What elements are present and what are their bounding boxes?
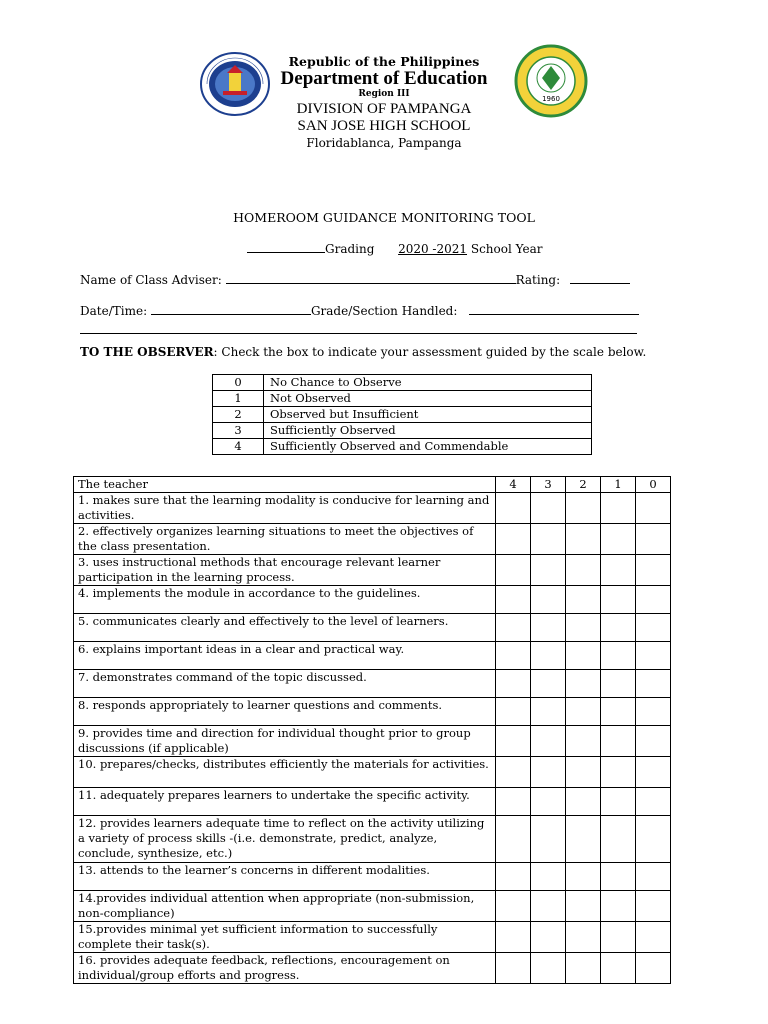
scale-label: No Chance to Observe — [264, 375, 592, 391]
checklist-row — [74, 524, 671, 555]
checklist-item-text: 6. explains important ideas in a clear and practical way. — [74, 642, 496, 670]
rating-checkbox-3[interactable] — [531, 891, 566, 922]
form-title: HOMEROOM GUIDANCE MONITORING TOOL — [233, 210, 535, 225]
grade-section-field[interactable] — [469, 302, 639, 315]
rating-checkbox-0[interactable] — [636, 698, 671, 726]
rating-checkbox-2[interactable] — [566, 586, 601, 614]
checklist-header-label: The teacher — [74, 477, 496, 493]
rating-checkbox-0[interactable] — [636, 922, 671, 953]
rating-label: Rating: — [515, 273, 561, 287]
rating-checkbox-4[interactable] — [496, 757, 531, 788]
rating-checkbox-0[interactable] — [636, 788, 671, 816]
rating-checkbox-2[interactable] — [566, 698, 601, 726]
scale-row — [213, 391, 592, 407]
department-heading: Department of Education — [280, 68, 488, 89]
rating-scale-table — [212, 374, 592, 455]
column-1-header: 1 — [601, 477, 636, 493]
rating-checkbox-3[interactable] — [531, 953, 566, 984]
rating-checkbox-1[interactable] — [601, 788, 636, 816]
rating-checkbox-0[interactable] — [636, 614, 671, 642]
rating-checkbox-4[interactable] — [496, 614, 531, 642]
rating-checkbox-0[interactable] — [636, 863, 671, 891]
rating-checkbox-1[interactable] — [601, 586, 636, 614]
checklist-row — [74, 863, 671, 891]
column-4-header: 4 — [496, 477, 531, 493]
rating-checkbox-3[interactable] — [531, 614, 566, 642]
checklist-item-text: 11. adequately prepares learners to undertake the specific activity. — [74, 788, 496, 816]
scale-row — [213, 423, 592, 439]
rating-checkbox-1[interactable] — [601, 922, 636, 953]
rating-checkbox-4[interactable] — [496, 670, 531, 698]
rating-checkbox-3[interactable] — [531, 524, 566, 555]
checklist-item-text: 9. provides time and direction for individual thought prior to group discussions (if applicable) — [74, 726, 496, 757]
separator-line — [80, 333, 637, 334]
datetime-line — [80, 302, 639, 318]
rating-field[interactable] — [570, 271, 630, 284]
rating-checkbox-4[interactable] — [496, 642, 531, 670]
rating-checkbox-2[interactable] — [566, 555, 601, 586]
rating-checkbox-1[interactable] — [601, 726, 636, 757]
rating-checkbox-2[interactable] — [566, 788, 601, 816]
rating-checkbox-4[interactable] — [496, 726, 531, 757]
rating-checkbox-1[interactable] — [601, 493, 636, 524]
checklist-row — [74, 891, 671, 922]
rating-checkbox-1[interactable] — [601, 555, 636, 586]
rating-checkbox-1[interactable] — [601, 670, 636, 698]
rating-checkbox-0[interactable] — [636, 953, 671, 984]
checklist-item-text: 4. implements the module in accordance to the guidelines. — [74, 586, 496, 614]
checklist-row — [74, 922, 671, 953]
checklist-row — [74, 698, 671, 726]
rating-checkbox-0[interactable] — [636, 726, 671, 757]
rating-checkbox-3[interactable] — [531, 788, 566, 816]
rating-checkbox-1[interactable] — [601, 698, 636, 726]
rating-checkbox-3[interactable] — [531, 922, 566, 953]
rating-checkbox-3[interactable] — [531, 586, 566, 614]
checklist-row — [74, 642, 671, 670]
checklist-item-text: 15.provides minimal yet sufficient information to successfully complete their task(s). — [74, 922, 496, 953]
rating-checkbox-2[interactable] — [566, 614, 601, 642]
checklist-item-text: 16. provides adequate feedback, reflections, encouragement on individual/group efforts and progress. — [74, 953, 496, 984]
checklist-row — [74, 614, 671, 642]
rating-checkbox-4[interactable] — [496, 493, 531, 524]
observer-text: : Check the box to indicate your assessment guided by the scale below. — [213, 345, 647, 359]
rating-checkbox-2[interactable] — [566, 757, 601, 788]
checklist-item-text: 1. makes sure that the learning modality is conducive for learning and activities. — [74, 493, 496, 524]
rating-checkbox-2[interactable] — [566, 922, 601, 953]
checklist-row — [74, 757, 671, 788]
rating-checkbox-3[interactable] — [531, 757, 566, 788]
scale-value: 0 — [213, 375, 264, 391]
scale-row — [213, 375, 592, 391]
checklist-row — [74, 788, 671, 816]
checklist-item-text: 3. uses instructional methods that encourage relevant learner participation in the learning process. — [74, 555, 496, 586]
rating-checkbox-2[interactable] — [566, 891, 601, 922]
scale-value: 2 — [213, 407, 264, 423]
rating-checkbox-3[interactable] — [531, 670, 566, 698]
rating-checkbox-4[interactable] — [496, 524, 531, 555]
checklist-row — [74, 493, 671, 524]
datetime-label: Date/Time: — [80, 304, 148, 318]
grading-line — [247, 240, 543, 256]
division-heading: DIVISION OF PAMPANGA — [296, 101, 472, 117]
checklist-item-text: 2. effectively organizes learning situations to meet the objectives of the class presentation. — [74, 524, 496, 555]
scale-label: Sufficiently Observed and Commendable — [264, 439, 592, 455]
rating-checkbox-3[interactable] — [531, 816, 566, 863]
rating-checkbox-3[interactable] — [531, 863, 566, 891]
rating-checkbox-2[interactable] — [566, 493, 601, 524]
rating-checkbox-4[interactable] — [496, 816, 531, 863]
checklist-item-text: 12. provides learners adequate time to reflect on the activity utilizing a variety of process skills -(i.e. demonstrate, predict, analyze, conclude, synthesize, etc.) — [74, 816, 496, 863]
school-seal-year: 1960 — [542, 95, 560, 103]
rating-checkbox-2[interactable] — [566, 953, 601, 984]
observer-label: TO THE OBSERVER — [80, 345, 214, 359]
scale-label: Sufficiently Observed — [264, 423, 592, 439]
rating-checkbox-0[interactable] — [636, 670, 671, 698]
column-2-header: 2 — [566, 477, 601, 493]
column-3-header: 3 — [531, 477, 566, 493]
rating-checkbox-2[interactable] — [566, 524, 601, 555]
rating-checkbox-1[interactable] — [601, 953, 636, 984]
scale-value: 1 — [213, 391, 264, 407]
rating-checkbox-3[interactable] — [531, 726, 566, 757]
rating-checkbox-0[interactable] — [636, 816, 671, 863]
rating-checkbox-1[interactable] — [601, 524, 636, 555]
rating-checkbox-2[interactable] — [566, 816, 601, 863]
school-location: Floridablanca, Pampanga — [306, 136, 462, 150]
adviser-line — [80, 271, 630, 287]
scale-label: Observed but Insufficient — [264, 407, 592, 423]
checklist-item-text: 7. demonstrates command of the topic discussed. — [74, 670, 496, 698]
checklist-row — [74, 555, 671, 586]
rating-checkbox-2[interactable] — [566, 726, 601, 757]
rating-checkbox-1[interactable] — [601, 863, 636, 891]
checklist-table — [73, 476, 671, 984]
rating-checkbox-1[interactable] — [601, 757, 636, 788]
observer-instruction — [80, 345, 646, 359]
rating-checkbox-3[interactable] — [531, 698, 566, 726]
rating-checkbox-2[interactable] — [566, 863, 601, 891]
rating-checkbox-0[interactable] — [636, 891, 671, 922]
scale-value: 3 — [213, 423, 264, 439]
rating-checkbox-4[interactable] — [496, 922, 531, 953]
checklist-item-text: 13. attends to the learner’s concerns in different modalities. — [74, 863, 496, 891]
checklist-item-text: 14.provides individual attention when appropriate (non-submission, non-compliance) — [74, 891, 496, 922]
rating-checkbox-0[interactable] — [636, 757, 671, 788]
scale-row — [213, 407, 592, 423]
datetime-field[interactable] — [151, 302, 311, 315]
rating-checkbox-0[interactable] — [636, 586, 671, 614]
checklist-row — [74, 586, 671, 614]
rating-checkbox-3[interactable] — [531, 642, 566, 670]
rating-checkbox-4[interactable] — [496, 953, 531, 984]
scale-label: Not Observed — [264, 391, 592, 407]
rating-checkbox-4[interactable] — [496, 698, 531, 726]
checklist-item-text: 5. communicates clearly and effectively to the level of learners. — [74, 614, 496, 642]
republic-heading: Republic of the Philippines — [288, 54, 480, 69]
rating-checkbox-4[interactable] — [496, 891, 531, 922]
school-heading: SAN JOSE HIGH SCHOOL — [297, 118, 471, 134]
grading-label: Grading — [325, 242, 375, 256]
grading-blank[interactable] — [247, 240, 325, 253]
checklist-item-text: 8. responds appropriately to learner questions and comments. — [74, 698, 496, 726]
rating-checkbox-3[interactable] — [531, 555, 566, 586]
region-heading: Region III — [358, 89, 410, 99]
scale-value: 4 — [213, 439, 264, 455]
scale-row — [213, 439, 592, 455]
rating-checkbox-1[interactable] — [601, 891, 636, 922]
checklist-item-text: 10. prepares/checks, distributes efficiently the materials for activities. — [74, 757, 496, 788]
rating-checkbox-1[interactable] — [601, 642, 636, 670]
rating-checkbox-0[interactable] — [636, 555, 671, 586]
rating-checkbox-0[interactable] — [636, 493, 671, 524]
column-0-header: 0 — [636, 477, 671, 493]
rating-checkbox-2[interactable] — [566, 670, 601, 698]
checklist-header-row — [74, 477, 671, 493]
checklist-row — [74, 953, 671, 984]
rating-checkbox-3[interactable] — [531, 493, 566, 524]
rating-checkbox-1[interactable] — [601, 816, 636, 863]
adviser-label: Name of Class Adviser: — [80, 273, 222, 287]
checklist-row — [74, 816, 671, 863]
rating-checkbox-4[interactable] — [496, 586, 531, 614]
school-year-label: School Year — [470, 242, 543, 256]
rating-checkbox-0[interactable] — [636, 524, 671, 555]
checklist-row — [74, 726, 671, 757]
rating-checkbox-2[interactable] — [566, 642, 601, 670]
grade-section-label: Grade/Section Handled: — [310, 304, 458, 318]
rating-checkbox-1[interactable] — [601, 614, 636, 642]
adviser-field[interactable] — [226, 271, 516, 284]
rating-checkbox-4[interactable] — [496, 555, 531, 586]
rating-checkbox-0[interactable] — [636, 642, 671, 670]
checklist-row — [74, 670, 671, 698]
rating-checkbox-4[interactable] — [496, 863, 531, 891]
school-year-value: 2020 -2021 — [398, 242, 468, 256]
rating-checkbox-4[interactable] — [496, 788, 531, 816]
